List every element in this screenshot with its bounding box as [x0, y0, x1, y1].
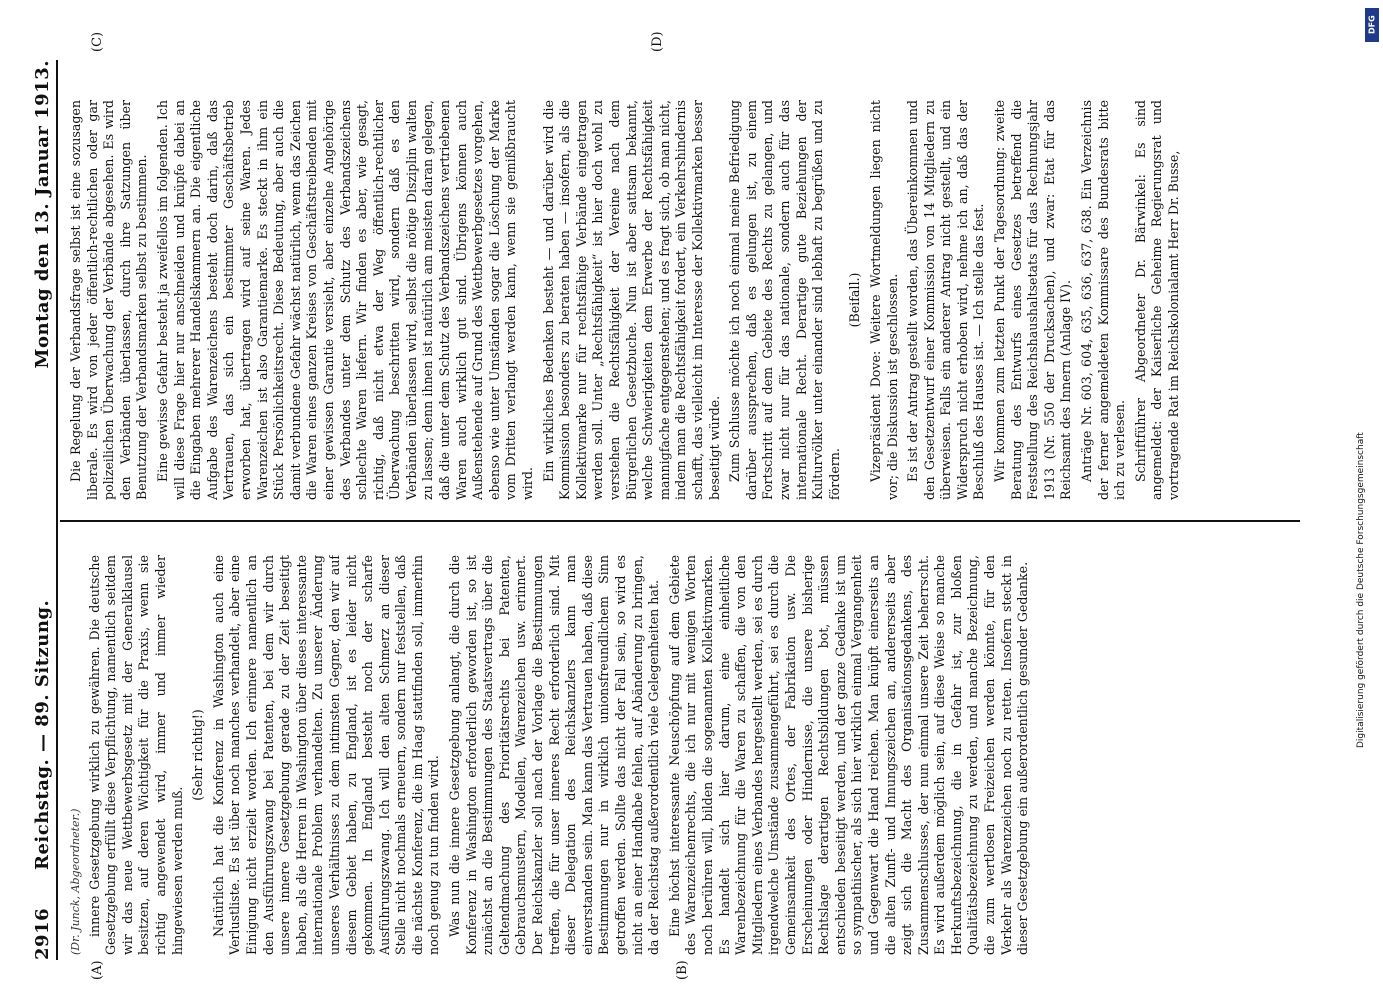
paragraph: Vizepräsident Dove: Weitere Wortmeldungen liegen nicht vor; die Diskussion ist geschlossen.	[867, 100, 900, 500]
right-column	[68, 100, 1298, 500]
margin-marker-d: (D)	[650, 31, 665, 52]
dfg-logo: DFG	[1365, 8, 1379, 42]
page-header	[10, 60, 70, 960]
paragraph: Zum Schlusse möchte ich noch einmal meine Befriedigung darüber aussprechen, daß es gelungen ist, zu einem Fortschritt auf dem Gebiete des Rechts zu gelangen, und zwar nicht nur für das nationale, sondern auch für das internationale Recht. Derartige gute Beziehungen der Kulturvölker unter einander sind lebhaft zu begrüßen und zu fördern.	[727, 100, 842, 500]
header-rule	[56, 60, 58, 960]
paragraph: Was nun die innere Gesetzgebung anlangt, die durch die Konferenz in Washington erforderlich geworden ist, so ist zunächst an die Bestimmungen des Staatsvertrags über die Geltendmachung des Prioritätsrechts bei Patenten, Gebrauchsmustern, Modellen, Warenzeichen usw. erinnert. Der Reichskanzler soll nach der Vorlage die Bestimmungen treffen, die für unser inneres Recht erforderlich sind. Mit dieser Delegation des Reichskanzlers kann man einverstanden sein. Man kann das Vertrauen haben, daß diese Bestimmungen nur in wirklich unionsfreundlichem Sinn getroffen werden. Sollte das nicht der Fall sein, so wird es nicht an einer Handhabe fehlen, auf Abänderung zu bringen, da der Reichstag außerordentlich viele Gelegenheiten hat.	[447, 555, 662, 955]
paragraph: Eine gewisse Gefahr besteht ja zweifellos im folgenden. Ich will diese Frage hier nur anschneiden und knüpfe dabei an die Eingaben mehrerer Handelskammern an. Die eigentliche Aufgabe des Warenzeichens besteht doch darin, daß das Vertrauen, das sich ein bestimmter Geschäftsbetrieb erworben hat, übertragen wird auf seine Waren. Jedes Warenzeichen ist also Garantiemarke. Es steckt in ihm ein Stück Persönlichkeitsrecht. Diese Bedeutung, aber auch die damit verbundene Gefahr wächst natürlich, wenn das Zeichen die Waren eines ganzen Kreises von Geschäftstreibenden mit einer gewissen Garantie versieht, aber einzelne Angehörige des Verbandes unter dem Schutz des Verbandszeichens schlechte Waren liefern. Wir finden es aber, wie gesagt, richtig, daß nicht etwa der Weg öffentlich-rechtlicher Überwachung beschritten wird, sondern daß es den Verbänden überlassen wird, selbst die nötige Disziplin walten zu lassen; denn ihnen ist natürlich am meisten daran gelegen, daß die unter dem Schutz des Verbandszeichens vertriebenen Waren auch wirklich gut sind. Übrigens können auch Außenstehende auf Grund des Wettbewerbgesetzes vorgehen, ebenso wie unter Umständen sogar die Löschung der Marke vom Dritten verlangt werden kann, wenn sie gemißbraucht wird.	[154, 100, 536, 500]
margin-marker-b: (B)	[675, 960, 690, 980]
paragraph: Es ist der Antrag gestellt worden, das Übereinkommen und den Gesetzentwurf einer Kommission von 14 Mitgliedern zu überweisen. Falls ein anderer Antrag nicht gestellt, und ein Widerspruch nicht erhoben wird, nehme ich an, daß das der Beschluß des Hauses ist. — Ich stelle das fest.	[905, 100, 987, 500]
interjection: (Sehr richtig!)	[190, 709, 206, 801]
margin-marker-c: (C)	[90, 31, 105, 52]
paragraph: Schriftführer Abgeordneter Dr. Bärwinkel: Es sind angemeldet: der Kaiserliche Geheime Regierungsrat und vortragende Rat im Reichskolonialamt Herr Dr. Busse,	[1132, 100, 1181, 500]
session-title: Reichstag. — 89. Sitzung.	[32, 599, 53, 870]
column-divider	[60, 520, 1300, 522]
left-column	[68, 555, 1298, 955]
session-date: Montag den 13. Januar 1913.	[32, 60, 53, 369]
page-number: 2916	[32, 907, 53, 960]
paragraph: Ein wirkliches Bedenken besteht — und darüber wird die Kommission besonders zu beraten haben — insofern, als die Kollektivmarke nur für rechtsfähige Verbände eingetragen werden soll. Unter „Rechtsfähigkeit“ ist hier doch wohl zu verstehen die Rechtsfähigkeit der Vereine nach dem Bürgerlichen Gesetzbuche. Nun ist aber sattsam bekannt, welche Schwierigkeiten dem Erwerbe der Rechtsfähigkeit mannigfache entgegenstehen; und es fragt sich, ob man nicht, indem man die Rechtsfähigkeit fordert, ein Verkehrshindernis schafft, das vielleicht im Interesse der Kollektivmarken besser beseitigt würde.	[540, 100, 722, 500]
paragraph: Die Regelung der Verbandsfrage selbst ist eine sozusagen liberale. Es wird von jeder öffentlich-rechtlichen oder gar polizeilichen Überwachung der Verbände abgesehen. Es wird den Verbänden überlassen, durch ihre Satzungen über Benutzung der Verbandsmarken selbst zu bestimmen.	[68, 100, 150, 500]
paragraph: Eine höchst interessante Neuschöpfung auf dem Gebiete des Warenzeichenrechts, die ich nur mit wenigen Worten noch berühren will, bilden die sogenannten Kollektivmarken. Es handelt sich hier darum, eine einheitliche Warenbezeichnung für die Waren zu schaffen, die von den Mitgliedern eines Verbandes hergestellt werden, sei es durch irgendwelche Umstände zusammengeführt, sei es durch die Gemeinsamkeit des Ortes, der Fabrikation usw. Die Erscheinungen oder Hindernisse, die unsere bisherige Rechtslage derartigen Rechtsbildungen bot, müssen entschieden beseitigt werden, und der ganze Gedanke ist um so sympathischer, als sich hier wirklich einmal Vergangenheit und Gegenwart die Hand reichen. Man knüpft einerseits an die alten Zunft- und Innungszeichen an, andererseits aber zeigt sich die Macht des Organisationsgedankens, des Zusammenschlusses, der nun einmal unsere Zeit beherrscht. Es wird außerdem möglich sein, auf diese Weise so manche Herkunftsbezeichnung, die in Gefahr ist, zur bloßen Qualitätsbezeichnung zu werden, und manche Bezeichnung, die zum wertlosen Freizeichen werden könnte, für den Verkehr als Warenzeichen noch zu retten. Insofern steckt in dieser Gesetzgebung ein außerordentlich gesunder Gedanke.	[666, 555, 1031, 955]
interjection: (Beifall.)	[847, 272, 863, 328]
paragraph: Natürlich hat die Konferenz in Washington auch eine Verlustliste. Es ist über noch manches verhandelt, aber eine Einigung nicht erzielt worden. Ich erinnere namentlich an den Ausführungszwang bei Patenten, bei dem wir durch unsere innere Gesetzgebung gerade zu der Zeit beseitigt haben, als die Herren in Washington über dieses interessante internationale Problem verhandelten. Zu unserer Änderung unseres Verhältnisses zu dem intimsten Gegner, den wir auf diesem Gebiet haben, zu England, ist es leider nicht gekommen. In England besteht noch der scharfe Ausführungszwang. Ich will den alten Schmerz an dieser Stelle nicht nochmals erneuern, sondern nur feststellen, daß die nächste Konferenz, die im Haag stattfinden soll, immerhin noch genug zu tun finden wird.	[210, 555, 442, 955]
paragraph: Wir kommen zum letzten Punkt der Tagesordnung: zweite Beratung des Entwurfs eines Gesetzes betreffend die Feststellung des Reichshaushaltsetats für das Rechnungsjahr 1913 (Nr. 550 der Drucksachen), und zwar: Etat für das Reichsamt des Innern (Anlage IV).	[992, 100, 1074, 500]
speaker-note: (Dr. Junck, Abgeordneter.)	[69, 808, 82, 955]
paragraph: Anträge Nr. 603, 604, 635, 636, 637, 638. Ein Verzeichnis der ferner angemeldeten Kommissare des Bundesrats bitte ich zu verlesen.	[1079, 100, 1128, 500]
digitization-stamp	[1338, 0, 1383, 1000]
paragraph: innere Gesetzgebung wirklich zu gewähren. Die deutsche Gesetzgebung erfüllt diese Verpflichtung, namentlich seitdem wir das neue Wettbewerbsgesetz mit der Generalklausel besitzen, auf deren Wichtigkeit für die Praxis, wenn sie richtig angewendet wird, immer und immer wieder hingewiesen werden muß.	[86, 555, 185, 955]
digitization-credit: Digitalisierung gefördert durch die Deutsche Forschungsgemeinschaft	[1356, 432, 1366, 748]
margin-marker-a: (A)	[90, 960, 105, 980]
